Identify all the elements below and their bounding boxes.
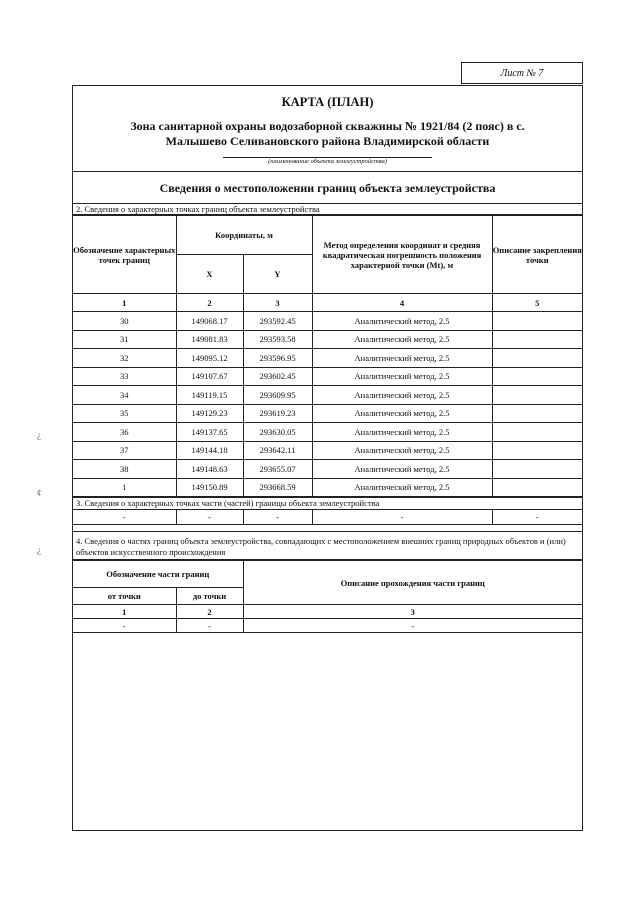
dash-cell: - — [243, 619, 582, 633]
point-cell: 31 — [73, 330, 176, 349]
point-cell: 33 — [73, 367, 176, 386]
x-cell: 149095.12 — [176, 349, 243, 368]
table-row — [73, 510, 582, 525]
section2-heading: 2. Сведения о характерных точках границ объекта землеустройства — [73, 204, 582, 215]
point-cell: 32 — [73, 349, 176, 368]
dash-cell: - — [176, 619, 243, 633]
x-cell: 149081.83 — [176, 330, 243, 349]
method-cell: Аналитический метод, 2.5 — [312, 330, 492, 349]
point-cell: 36 — [73, 423, 176, 442]
col-y-header: Y — [243, 255, 312, 294]
point-cell: 37 — [73, 441, 176, 460]
table-row — [73, 441, 582, 460]
col-number: 3 — [243, 294, 312, 312]
margin-mark: ¿ — [37, 430, 41, 440]
y-cell: 293596.95 — [243, 349, 312, 368]
method-cell: Аналитический метод, 2.5 — [312, 367, 492, 386]
desc-cell — [492, 460, 582, 479]
col-coords-header: Координаты, м — [176, 216, 312, 255]
table-row — [73, 423, 582, 442]
y-cell: 293655.07 — [243, 460, 312, 479]
desc-cell — [492, 386, 582, 405]
col-number: 4 — [312, 294, 492, 312]
method-cell: Аналитический метод, 2.5 — [312, 460, 492, 479]
document-header — [73, 95, 582, 172]
col-method-header: Метод определения координат и средняя квадратическая погрешность положения характерной точки (Mt), м — [312, 216, 492, 294]
method-cell: Аналитический метод, 2.5 — [312, 478, 492, 497]
desc-cell — [492, 367, 582, 386]
section4-table — [73, 560, 582, 633]
col-from-header: от точки — [73, 588, 176, 605]
desc-cell — [492, 349, 582, 368]
y-cell: 293592.45 — [243, 312, 312, 331]
document-frame — [72, 85, 583, 831]
point-cell: 35 — [73, 404, 176, 423]
table-row — [73, 330, 582, 349]
section-title: Сведения о местоположении границ объекта землеустройства — [73, 172, 582, 204]
document-title: КАРТА (ПЛАН) — [281, 95, 374, 109]
y-cell: 293668.59 — [243, 478, 312, 497]
dash-cell: - — [492, 510, 582, 525]
object-name-caption: (наименование объекта землеустройства) — [268, 158, 387, 165]
method-cell: Аналитический метод, 2.5 — [312, 404, 492, 423]
table-row — [73, 478, 582, 497]
sheet-number — [461, 62, 583, 84]
col-desc-header: Описание закрепления точки — [492, 216, 582, 294]
points-table — [73, 215, 582, 497]
col-x-header: X — [176, 255, 243, 294]
x-cell: 149137.65 — [176, 423, 243, 442]
section4-heading: 4. Сведения о частях границ объекта землеустройства, совпадающих с местоположением внешних границ природных объектов и (или) объектов искусственного происхождения — [73, 531, 582, 560]
point-cell: 1 — [73, 478, 176, 497]
x-cell: 149144.18 — [176, 441, 243, 460]
dash-cell: - — [312, 510, 492, 525]
table-row — [73, 349, 582, 368]
col-to-header: до точки — [176, 588, 243, 605]
desc-cell — [492, 404, 582, 423]
y-cell: 293642.11 — [243, 441, 312, 460]
method-cell: Аналитический метод, 2.5 — [312, 441, 492, 460]
table-row — [73, 460, 582, 479]
col-part-header: Обозначение части границ — [73, 561, 243, 588]
x-cell: 149129.23 — [176, 404, 243, 423]
x-cell: 149150.89 — [176, 478, 243, 497]
point-cell: 34 — [73, 386, 176, 405]
table-row — [73, 312, 582, 331]
table-row — [73, 386, 582, 405]
y-cell: 293602.45 — [243, 367, 312, 386]
y-cell: 293630.05 — [243, 423, 312, 442]
method-cell: Аналитический метод, 2.5 — [312, 349, 492, 368]
section3-table — [73, 510, 582, 525]
section3-heading: 3. Сведения о характерных точках части (частей) границы объекта землеустройства — [73, 497, 582, 510]
margin-mark: ¢ — [37, 488, 42, 498]
desc-cell — [492, 478, 582, 497]
table-row — [73, 367, 582, 386]
dash-cell: - — [176, 510, 243, 525]
y-cell: 293619.23 — [243, 404, 312, 423]
col-part-desc-header: Описание прохождения части границ — [243, 561, 582, 605]
point-cell: 30 — [73, 312, 176, 331]
dash-cell: - — [243, 510, 312, 525]
dash-cell: - — [73, 510, 176, 525]
col-point-header: Обозначение характерных точек границ — [73, 216, 176, 294]
y-cell: 293593.58 — [243, 330, 312, 349]
x-cell: 149119.15 — [176, 386, 243, 405]
desc-cell — [492, 330, 582, 349]
col-number: 3 — [243, 605, 582, 619]
col-number: 2 — [176, 605, 243, 619]
method-cell: Аналитический метод, 2.5 — [312, 312, 492, 331]
x-cell: 149068.17 — [176, 312, 243, 331]
object-name: Зона санитарной охраны водозаборной скважины № 1921/84 (2 пояс) в с. Малышево Селивановского района Владимирской области — [130, 119, 525, 148]
col-number: 1 — [73, 294, 176, 312]
dash-cell: - — [73, 619, 176, 633]
point-cell: 38 — [73, 460, 176, 479]
x-cell: 149148.63 — [176, 460, 243, 479]
table-row — [73, 619, 582, 633]
desc-cell — [492, 312, 582, 331]
desc-cell — [492, 423, 582, 442]
y-cell: 293609.95 — [243, 386, 312, 405]
col-number: 1 — [73, 605, 176, 619]
desc-cell — [492, 441, 582, 460]
table-row — [73, 404, 582, 423]
method-cell: Аналитический метод, 2.5 — [312, 423, 492, 442]
x-cell: 149107.67 — [176, 367, 243, 386]
sheet-number-label: Лист № 7 — [500, 67, 544, 79]
margin-mark: ¿ — [37, 545, 41, 555]
method-cell: Аналитический метод, 2.5 — [312, 386, 492, 405]
col-number: 5 — [492, 294, 582, 312]
col-number: 2 — [176, 294, 243, 312]
